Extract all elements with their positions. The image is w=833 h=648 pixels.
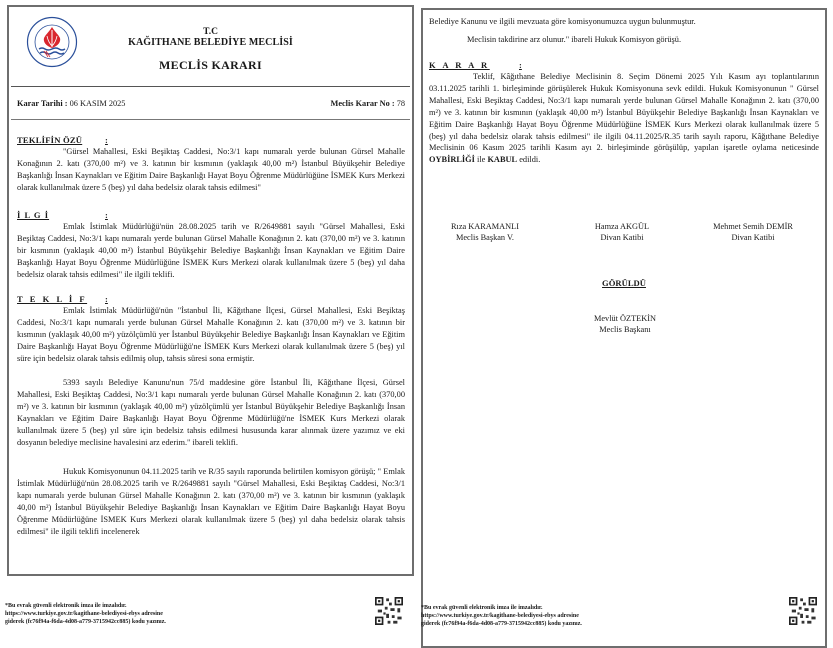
section-title-proposal: T E K L İ F bbox=[17, 294, 88, 304]
signatory-role: Divan Katibi bbox=[600, 233, 644, 242]
proposal-text-1 bbox=[17, 305, 405, 365]
decision-page-2 bbox=[421, 8, 827, 648]
decision-date-value: 06 KASIM 2025 bbox=[69, 99, 126, 108]
unanimous-label: OYBİRLİĞİ bbox=[429, 155, 475, 165]
header-divider bbox=[11, 86, 410, 87]
proposal-paragraph-2: 5393 sayılı Belediye Kanunu'nun 75/d maddesine göre İstanbul İli, Kâğıthane İlçesi, Gürsel Mahallesi, Eski Beşiktaş Caddesi, No:3/1 kapı numaralı yerde bulunan Gürsel Mahalle Konağının 2. katı (370,00 m²) ve 3. katının bir kısmının (yaklaşık 40,00 m²) yüzölçümlü yer İstanbul Büyükşehir Belediye Başkanlığı İnsan Kaynakları ve Eğitim Daire Başkanlığı Hayat Boyu Öğrenme Müdürlüğü'ne İSMEK Kurs Merkezi olarak kullanılmak üzere 5 (beş) yıl süre için bedelsiz tahsis edilmesi hususunda karar alınmak üzere yazımız ve eki dosyanın belediye meclisine havalesini arz ederim." ibareli teklifi. bbox=[17, 378, 405, 447]
header-tc: T.C bbox=[203, 27, 218, 37]
summary-paragraph: "Gürsel Mahallesi, Eski Beşiktaş Caddesi, No:3/1 kapı numaralı yerde bulunan Gürsel Mahalle Konağının 2. katı (370,00 m²) ve 3. katının bir kısmının (yaklaşık 40,00 m²) İstanbul Büyükşehir Belediye Başkanlığı İnsan Kaynakları ve Eğitim Daire Başkanlığı Hayat Boyu Öğrenme Müdürlüğüne İSMEK Kurs Merkezi olarak kullanılmak üzere 5 (beş) yıl daha bedelsiz olarak tahsis edilmesi" bbox=[17, 147, 405, 192]
signature-block bbox=[420, 221, 550, 243]
decision-page-1 bbox=[7, 5, 414, 576]
signatory-name: Hamza AKGÜL bbox=[594, 222, 650, 231]
commission-closing-text: Meclisin takdirine arz olunur." ibareli Hukuk Komisyon görüşü. bbox=[467, 35, 682, 44]
signatory-name: Mehmet Semih DEMİR bbox=[713, 222, 793, 231]
decision-end: edildi. bbox=[519, 155, 541, 165]
footer-line: *Bu evrak güvenli elektronik imza ile imzalıdır. bbox=[421, 605, 543, 611]
signatory-name: Rıza KARAMANLI bbox=[451, 222, 519, 231]
footer-link[interactable]: https://www.turkiye.gov.tr/kagithane-belediyesi-ebys adresine bbox=[421, 613, 579, 619]
footer-line: *Bu evrak güvenli elektronik imza ile imzalıdır. bbox=[5, 603, 127, 609]
decision-date bbox=[17, 99, 125, 108]
mayor-signature-block bbox=[560, 313, 690, 335]
section-colon: : bbox=[105, 294, 108, 304]
decision-number-label: Meclis Karar No : bbox=[330, 99, 395, 108]
decision-number bbox=[330, 99, 405, 108]
commission-text bbox=[17, 466, 405, 537]
commission-continuation: Belediye Kanunu ve ilgili mevzuata göre komisyonumuzca uygun bulunmuştur. bbox=[429, 17, 696, 26]
section-title-reference: İ L G İ bbox=[17, 210, 50, 220]
footer-link[interactable]: https://www.turkiye.gov.tr/kagithane-belediyesi-ebys adresine bbox=[5, 611, 163, 617]
signature-block bbox=[688, 221, 818, 243]
section-title-decision: K A R A R bbox=[429, 60, 490, 70]
e-signature-note-right bbox=[421, 604, 582, 628]
decision-paragraph: Teklif, Kâğıthane Belediye Meclisinin 8. Seçim Dönemi 2025 Yılı Kasım ayı toplantılarının 03.11.2025 tarihli 1. birleşiminde görüşülerek Hukuk Komisyonuna sevk edildi. Hukuk Komisyonunun " Gürsel Mahallesi, Eski Beşiktaş Caddesi, No:3/1 kapı numaralı yerde bulunan Gürsel Mahalle Konağının 2. katı (370,00 m²) ve 3. katının bir kısmının (yaklaşık 40,00 m²) İstanbul Büyükşehir Belediye Başkanlığı İnsan Kaynakları ve Eğitim Daire Başkanlığı Hayat Boyu Öğrenme Müdürlüğüne İSMEK Kurs Merkezi olarak kullanılmak üzere 5 (beş) yıl daha bedelsiz olarak tahsis edilmesi" ile ilgili 04.11.2025/R.35 tarih sayılı raporu, Kâğıthane Belediye Meclisinin 06 Kasım 2025 tarihli Kasım ayı 2. birleşiminde görüşülüp, yapılan işaretle oylama neticesinde bbox=[429, 72, 819, 153]
signature-block bbox=[557, 221, 687, 243]
header-council-name: KAĞITHANE BELEDİYE MECLİSİ bbox=[128, 37, 293, 48]
section-colon: : bbox=[519, 60, 522, 70]
reference-paragraph: Emlak İstimlak Müdürlüğü'nün 28.08.2025 tarih ve R/2649881 sayılı "Gürsel Mahallesi, Eski Beşiktaş Caddesi, No:3/1 kapı numaralı yerde bulunan Gürsel Mahalle Konağının 2. katı (370,00 m²) ve 3. katının bir kısmının (yaklaşık 40,00 m²) İstanbul Büyükşehir Belediye Başkanlığı İnsan Kaynakları ve Eğitim Daire Başkanlığı Hayat Boyu Öğrenme Müdürlüğüne İSMEK Kurs Merkezi olarak kullanılmak üzere 5 (beş) yıl daha bedelsiz olarak tahsis edilmesi" ile ilgili teklifi. bbox=[17, 222, 405, 279]
mayor-role: Meclis Başkanı bbox=[599, 325, 651, 334]
decision-number-value: 78 bbox=[396, 99, 405, 108]
section-colon: : bbox=[105, 210, 108, 220]
summary-text bbox=[17, 146, 405, 194]
seen-title: GÖRÜLDÜ bbox=[602, 278, 646, 288]
footer-line: giderek (fc76f94a-f6da-4d08-a779-3715942cc885) kodu yazınız. bbox=[421, 621, 582, 627]
document-title: MECLİS KARARI bbox=[159, 58, 262, 72]
commission-closing bbox=[429, 34, 819, 46]
meta-divider bbox=[11, 119, 410, 120]
decision-date-label: Karar Tarihi : bbox=[17, 99, 68, 108]
proposal-text-2 bbox=[17, 377, 405, 448]
footer-line: giderek (fc76f94a-f6da-4d08-a779-3715942cc885) kodu yazınız. bbox=[5, 619, 166, 625]
signatory-role: Meclis Başkan V. bbox=[455, 233, 514, 242]
signatory-role: Divan Katibi bbox=[731, 233, 775, 242]
section-title-summary: TEKLİFİN ÖZÜ bbox=[17, 135, 83, 145]
reference-text bbox=[17, 221, 405, 281]
qr-code-icon bbox=[375, 597, 403, 625]
qr-code-icon bbox=[789, 597, 817, 625]
decision-text bbox=[429, 71, 819, 166]
proposal-paragraph-1: Emlak İstimlak Müdürlüğü'nün "İstanbul İli, Kâğıthane İlçesi, Gürsel Mahallesi, Eski Beşiktaş Caddesi, No:3/1 kapı numaralı yerde bulunan Gürsel Mahalle Konağının 2. katı (370,00 m²) ve 3. katının bir kısmının (yaklaşık 40,00 m²) yüzölçümlü yer İstanbul Büyükşehir Belediye Başkanlığı İnsan Kaynakları ve Eğitim Daire Başkanlığı Hayat Boyu Öğrenme Müdürlüğü'ne İSMEK Kurs Merkezi olarak kullanılmak üzere 5 (beş) yıl süre için bedelsiz olarak tahsis edilmiş olup, tahsis süresi sona ermiştir. bbox=[17, 306, 405, 363]
accepted-label: KABUL bbox=[487, 155, 518, 165]
mayor-name: Mevlüt ÖZTEKİN bbox=[594, 314, 656, 323]
section-colon: : bbox=[105, 135, 108, 145]
decision-connector: ile bbox=[477, 155, 486, 165]
e-signature-note-left bbox=[5, 602, 166, 626]
commission-paragraph: Hukuk Komisyonunun 04.11.2025 tarih ve R/35 sayılı raporunda belirtilen komisyon görüşü; " Emlak İstimlak Müdürlüğü'nün 28.08.2025 tarih ve R/2649881 sayılı "Gürsel Mahallesi, Eski Beşiktaş Caddesi, No:3/1 kapı numaralı yerde bulunan Gürsel Mahalle Konağının 2. katı (370,00 m²) ve 3. katının bir kısmının (yaklaşık 40,00 m²) İstanbul Büyükşehir Belediye Başkanlığı İnsan Kaynakları ve Eğitim Daire Başkanlığı Hayat Boyu Öğrenme Müdürlüğüne İSMEK Kurs Merkezi olarak kullanılmak üzere 5 (beş) yıl daha bedelsiz olarak tahsis edilmesi" ile ilgili teklifi incelenerek bbox=[17, 467, 405, 536]
